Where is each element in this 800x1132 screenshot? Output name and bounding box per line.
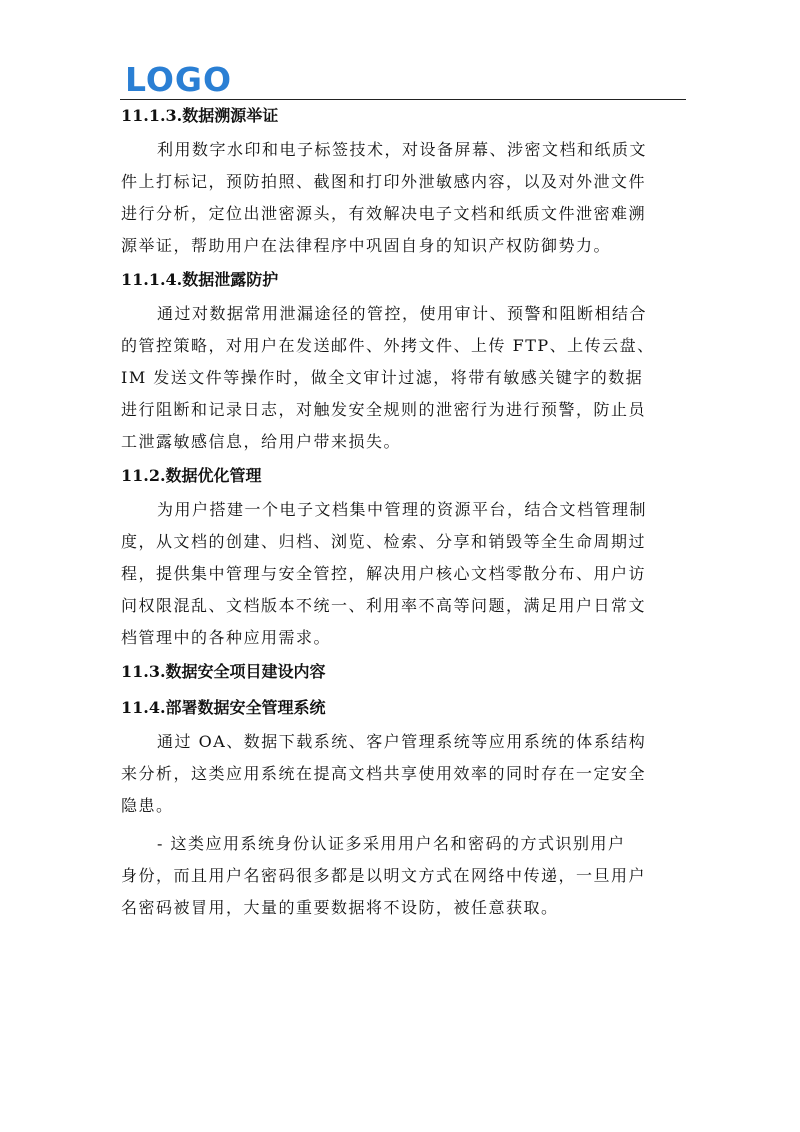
text-line: 问权限混乱、文档版本不统一、利用率不高等问题，满足用户日常文 — [121, 596, 647, 615]
section-heading: 11.1.3.数据溯源举证 — [121, 106, 279, 125]
text-line: 进行阻断和记录日志，对触发安全规则的泄密行为进行预警，防止员 — [121, 400, 647, 419]
text-line: 工泄露敏感信息，给用户带来损失。 — [121, 432, 402, 451]
paragraph — [121, 298, 683, 458]
section-heading: 11.2.数据优化管理 — [121, 466, 262, 485]
paragraph — [121, 494, 683, 654]
text-line: 名密码被冒用，大量的重要数据将不设防，被任意获取。 — [121, 898, 559, 917]
text-line: 为用户搭建一个电子文档集中管理的资源平台，结合文档管理制 — [157, 500, 648, 519]
logo: LOGO — [125, 60, 233, 99]
paragraph — [121, 726, 683, 822]
text-line: IM 发送文件等操作时，做全文审计过滤，将带有敏感关键字的数据 — [121, 368, 644, 387]
document-body — [121, 100, 683, 924]
text-line: 度，从文档的创建、归档、浏览、检索、分享和销毁等全生命周期过 — [121, 532, 647, 551]
section-heading: 11.3.数据安全项目建设内容 — [121, 662, 326, 681]
text-line: 隐患。 — [121, 796, 174, 815]
section-heading: 11.1.4.数据泄露防护 — [121, 270, 279, 289]
text-line: 身份，而且用户名密码很多都是以明文方式在网络中传递，一旦用户 — [121, 866, 647, 885]
bullet-paragraph — [121, 828, 683, 924]
text-line: 通过 OA、数据下载系统、客户管理系统等应用系统的体系结构 — [157, 732, 647, 751]
text-line: 通过对数据常用泄漏途径的管控，使用审计、预警和阻断相结合 — [157, 304, 648, 323]
text-line: 件上打标记，预防拍照、截图和打印外泄敏感内容，以及对外泄文件 — [121, 172, 647, 191]
section-heading: 11.4.部署数据安全管理系统 — [121, 698, 326, 717]
text-line: 利用数字水印和电子标签技术，对设备屏幕、涉密文档和纸质文 — [157, 140, 648, 159]
text-line: 档管理中的各种应用需求。 — [121, 628, 332, 647]
text-line: - 这类应用系统身份认证多采用用户名和密码的方式识别用户 — [157, 834, 626, 853]
text-line: 程，提供集中管理与安全管控，解决用户核心文档零散分布、用户访 — [121, 564, 647, 583]
text-line: 源举证，帮助用户在法律程序中巩固自身的知识产权防御势力。 — [121, 236, 612, 255]
text-line: 来分析，这类应用系统在提高文档共享使用效率的同时存在一定安全 — [121, 764, 647, 783]
paragraph — [121, 134, 683, 262]
text-line: 的管控策略，对用户在发送邮件、外拷文件、上传 FTP、上传云盘、 — [121, 336, 655, 355]
text-line: 进行分析，定位出泄密源头，有效解决电子文档和纸质文件泄密难溯 — [121, 204, 647, 223]
